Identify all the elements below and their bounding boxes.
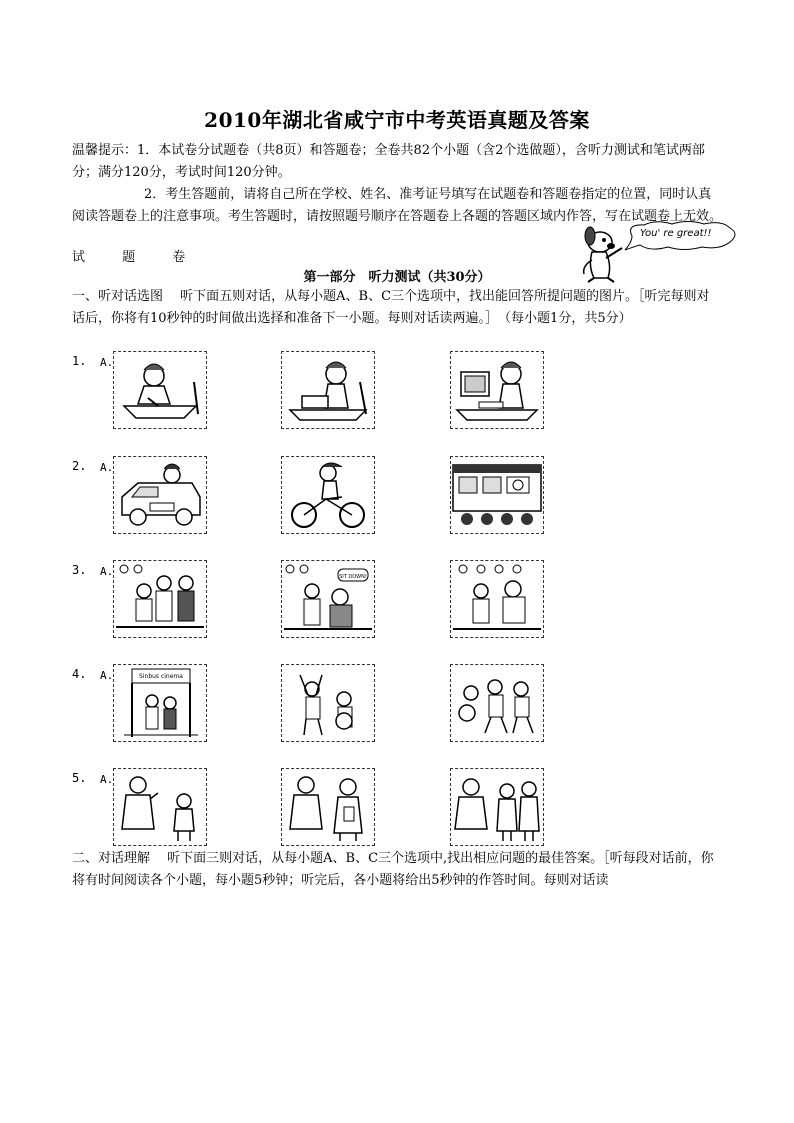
cinema-sign-text: Sinbus cinema xyxy=(139,673,183,680)
question-number: 5. xyxy=(72,771,87,785)
section2-instructions: 二、对话理解 听下面三则对话，从每小题A、B、C三个选项中,找出相应问题的最佳答案。［听每段对话前，你将有时间阅读各个小题，每小题5秒钟；听完后，各小题将给出5秒钟的作答时间。每则对话读 xyxy=(72,851,714,888)
section-label xyxy=(72,246,218,265)
document-title: 2010年湖北省咸宁市中考英语真题及答案 xyxy=(204,108,590,132)
notice-paragraph-1: 温馨提示：1．本试卷分试题卷（共8页）和答题卷；全卷共82个小题（含2个选做题），含听力测试和笔试两部分；满分120分，考试时间120分钟。 xyxy=(72,143,705,180)
question-3-picture-a[interactable] xyxy=(113,560,207,638)
question-5-picture-b[interactable] xyxy=(281,768,375,846)
option-label: A. xyxy=(100,356,114,369)
speech-text: SIT DOWN! xyxy=(339,574,367,580)
section-label-char: 题 xyxy=(122,250,136,265)
question-number: 4. xyxy=(72,667,87,681)
question-2-picture-c[interactable] xyxy=(450,456,544,534)
notice-paragraph-2: 2．考生答题前，请将自己所在学校、姓名、准考证号填写在试题卷和答题卷指定的位置，同时认真阅读答题卷上的注意事项。考生答题时，请按照题号顺序在答题卷上各题的答题区域内作答，写在试题卷上无效。 xyxy=(72,187,723,224)
person-computer-icon xyxy=(451,352,543,428)
option-label: A. xyxy=(100,669,114,682)
option-label: A. xyxy=(100,565,114,578)
question-2-picture-a[interactable] xyxy=(113,456,207,534)
two-men-talking-icon xyxy=(282,769,374,845)
car-icon xyxy=(114,457,206,533)
section1-instructions: 一、听对话选图 听下面五则对话，从每小题A、B、C三个选项中，找出能回答所提问题的图片。［听完每则对话后，你将有10秒钟的时间做出选择和准备下一小题。每则对话读两遍。］ （每小题1分，共5分） xyxy=(72,289,710,326)
question-number: 1. xyxy=(72,354,87,368)
bus-passengers-icon xyxy=(451,561,543,637)
question-1-picture-a[interactable] xyxy=(113,351,207,429)
bus-passengers-icon xyxy=(114,561,206,637)
question-3-picture-b[interactable] xyxy=(281,560,375,638)
man-with-elderly-couple-icon xyxy=(451,769,543,845)
person-writing-icon xyxy=(114,352,206,428)
question-4-picture-c[interactable] xyxy=(450,664,544,742)
two-men-talking-icon xyxy=(114,769,206,845)
train-icon xyxy=(451,457,543,533)
question-5-picture-a[interactable] xyxy=(113,768,207,846)
question-4-picture-a[interactable] xyxy=(113,664,207,742)
question-2-picture-b[interactable] xyxy=(281,456,375,534)
boys-playing-icon xyxy=(451,665,543,741)
section-label-char: 卷 xyxy=(172,250,186,265)
question-4-picture-b[interactable] xyxy=(281,664,375,742)
question-1-picture-b[interactable] xyxy=(281,351,375,429)
question-5-picture-c[interactable] xyxy=(450,768,544,846)
question-number: 3. xyxy=(72,563,87,577)
question-1-picture-c[interactable] xyxy=(450,351,544,429)
boys-with-ball-icon xyxy=(282,665,374,741)
speech-bubble-text: You' re great!! xyxy=(640,228,712,239)
question-number: 2. xyxy=(72,459,87,473)
option-label: A. xyxy=(100,773,114,786)
question-3-picture-c[interactable] xyxy=(450,560,544,638)
option-label: A. xyxy=(100,461,114,474)
person-typing-icon xyxy=(282,352,374,428)
bicycle-icon xyxy=(282,457,374,533)
cinema-entrance-icon xyxy=(114,665,206,741)
part-title: 第一部分 听力测试（共30分） xyxy=(303,270,491,285)
section-label-char: 试 xyxy=(72,250,86,265)
